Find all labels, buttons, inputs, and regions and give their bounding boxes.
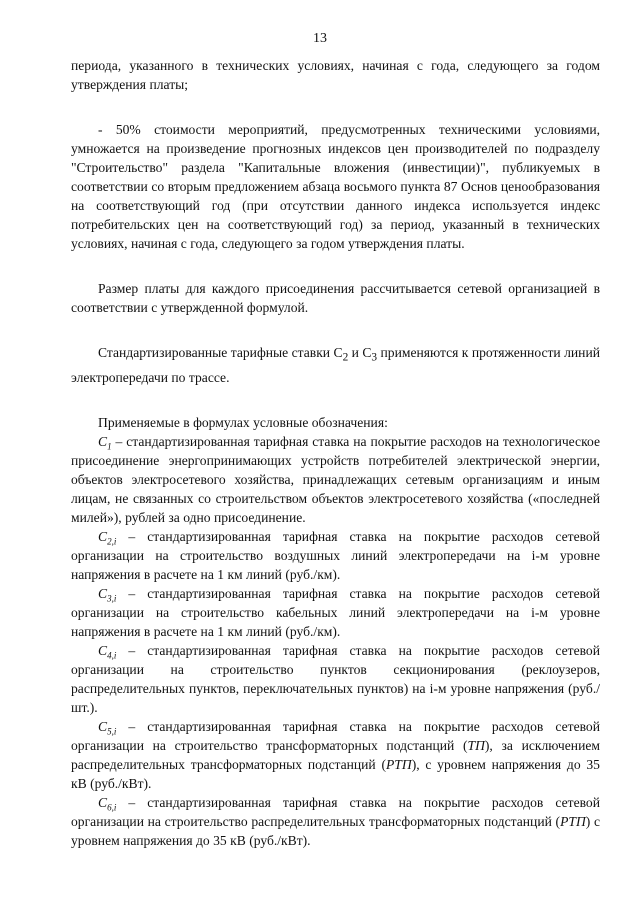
paragraph-payment-size: Размер платы для каждого присоединения рассчитывается сетевой организацией в соответствии с утвержденной формулой.: [71, 281, 600, 315]
rates-sub-3: 3: [371, 351, 378, 364]
paragraph-50-percent: - 50% стоимости мероприятий, предусмотренных техническими условиями, умножается на произведение прогнозных индексов цен производителей по подразделу "Строительство" раздела "Капитальные вложения (инвестиции)", публикуемых в соответствии со вторым предложением абзаца восьмого пункта 87 Основ ценообразования на соответствующий год (при отсутствии данного индекса используется индекс потребительских цен на соответствующий год) за период, указанный в технических условиях, начиная с года, следующего за годом утверждения платы.: [71, 122, 600, 251]
definition-c4: [71, 641, 600, 717]
document-body: [71, 56, 600, 850]
definition-c2: [71, 527, 600, 584]
abbr-tp: ТП: [467, 737, 485, 753]
symbol-c5: $C_{5,i}$: [98, 718, 117, 737]
abbr-rtp-2: РТП: [560, 813, 586, 829]
definition-c5-text-c: ), с уровнем напряжения до 35 кВ (руб./кВт).: [71, 756, 600, 791]
abbr-rtp: РТП: [386, 756, 412, 772]
page-number: 13: [313, 31, 327, 46]
symbol-c6: $C_{6,i}$: [98, 794, 117, 813]
rates-mid: и С: [348, 345, 372, 360]
paragraph-continuation: периода, указанного в технических условиях, начиная с года, следующего за годом утверждения платы;: [71, 58, 600, 92]
definition-c2-text: – стандартизированная тарифная ставка на покрытие расходов сетевой организации на строительство воздушных линий электропередачи на i-м уровне напряжения в расчете на 1 км линий (руб./км).: [71, 528, 600, 582]
definition-c3-text: – стандартизированная тарифная ставка на покрытие расходов сетевой организации на строительство кабельных линий электропередачи на i-м уровне напряжения в расчете на 1 км линий (руб./км).: [71, 585, 600, 639]
rates-prefix: Стандартизированные тарифные ставки С: [98, 345, 343, 360]
definition-c4-text: – стандартизированная тарифная ставка на покрытие расходов сетевой организации на строительство пунктов секционирования (реклоузеров, распределительных пунктов, переключательных пунктов) на i-м уровне напряжения (руб./шт.).: [71, 642, 600, 715]
paragraph-standard-rates: [71, 343, 600, 387]
rates-suffix: применяются к протяженности линий электропередачи по трассе.: [71, 345, 601, 385]
symbol-c2: $C_{2,i}$: [98, 528, 117, 547]
definition-c5: [71, 717, 600, 793]
rates-sub-2: 2: [342, 351, 349, 364]
definition-c1-text: – стандартизированная тарифная ставка на покрытие расходов на технологическое присоединение энергопринимающих устройств потребителей электрической энергии, объектов электросетевого хозяйства, принадлежащих сетевым организациям и иным лицам, не связанных со строительством объектов электросетевого хозяйства («последней милей»), рублей за одно присоединение.: [71, 433, 600, 525]
definition-c3: [71, 584, 600, 641]
definition-c6: [71, 793, 600, 850]
symbol-c4: $C_{4,i}$: [98, 642, 117, 661]
definition-c1: [71, 432, 600, 527]
definition-c6-text-a: – стандартизированная тарифная ставка на покрытие расходов сетевой организации на строительство распределительных трансформаторных подстанций (: [71, 794, 600, 829]
definition-c5-text-b: ), за исключением распределительных трансформаторных подстанций (: [71, 737, 600, 772]
definition-c6-text-b: ) с уровнем напряжения до 35 кВ (руб./кВт).: [71, 813, 600, 848]
symbol-c3: $C_{3,i}$: [98, 585, 117, 604]
definition-c5-text-a: – стандартизированная тарифная ставка на покрытие расходов сетевой организации на строительство трансформаторных подстанций (: [71, 718, 600, 753]
paragraph-notation-heading: Применяемые в формулах условные обозначения:: [98, 414, 388, 430]
symbol-c1: $C_1$: [98, 433, 112, 452]
